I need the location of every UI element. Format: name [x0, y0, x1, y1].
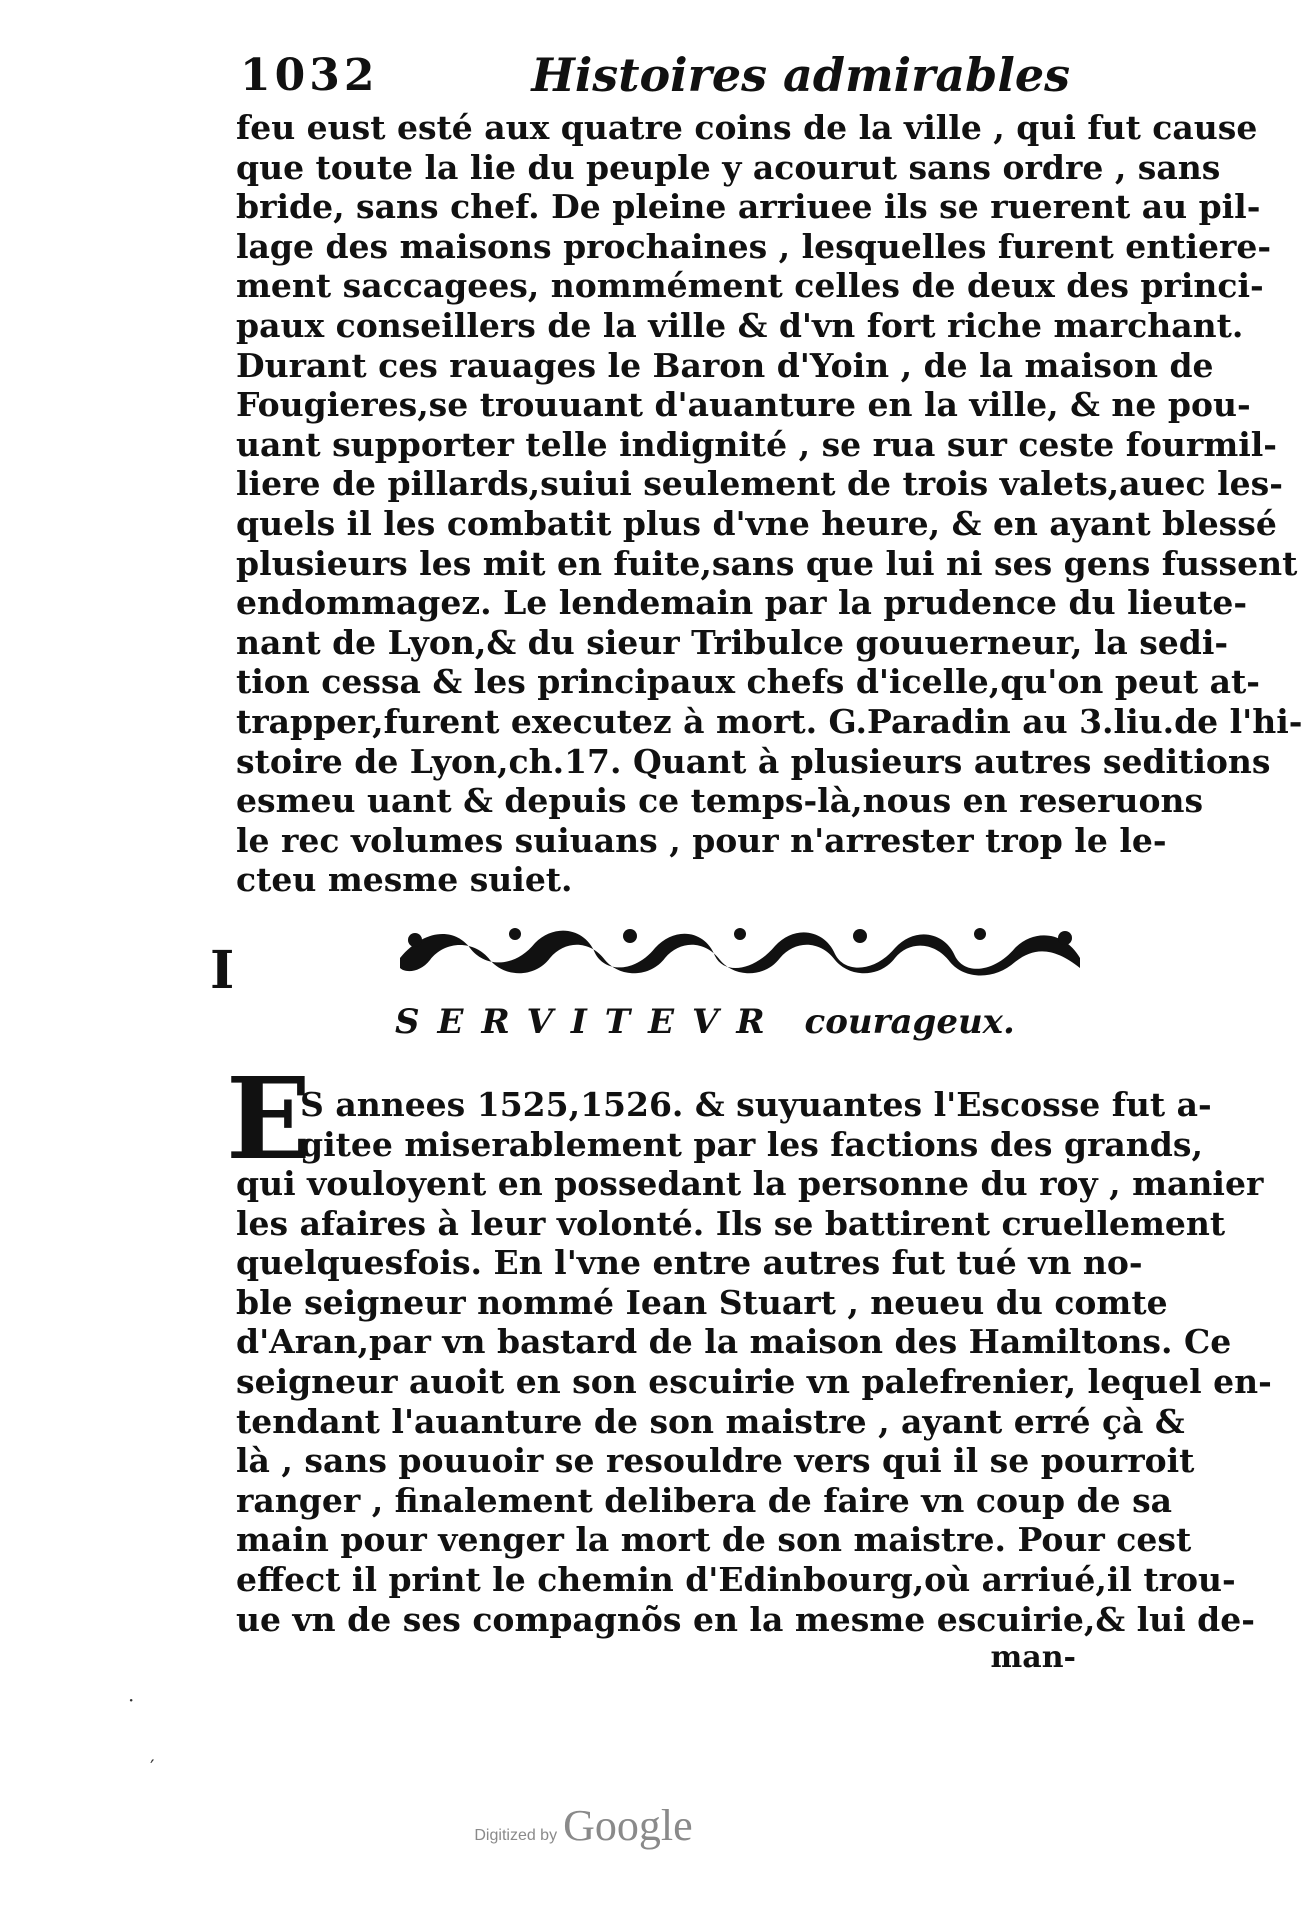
digitized-by-text: Digitized by	[474, 1827, 558, 1844]
text-line: effect il print le chemin d'Edinbourg,où arriué,il trou-	[236, 1559, 1236, 1599]
drop-cap: E	[226, 1054, 312, 1185]
text-line: S annees 1525,1526. & suyuantes l'Escosse fut a-	[300, 1085, 1212, 1124]
text-line: là , sans pouuoir se resouldre vers qui il se pourroit	[236, 1441, 1195, 1481]
text-line: esmeu uant & depuis ce temps-là,nous en reseruons	[236, 781, 1204, 821]
stray-ink-mark: ·	[128, 1688, 135, 1712]
text-line: qui vouloyent en possedant la personne du roy , manier	[236, 1164, 1264, 1203]
text-line: ue vn de ses compagnõs en la mesme escuirie,& lui de-	[236, 1599, 1255, 1639]
text-line: Fougieres,se trouuant d'auanture en la ville, & ne pou-	[236, 385, 1251, 425]
text-line: Durant ces rauages le Baron d'Yoin , de la maison de	[236, 345, 1214, 385]
text-line: ble seigneur nommé Iean Stuart , neueu du comte	[236, 1282, 1168, 1322]
text-line: stoire de Lyon,ch.17. Quant à plusieurs autres seditions	[236, 741, 1271, 781]
page-header	[240, 42, 1070, 112]
text-line: cteu mesme suiet.	[236, 860, 573, 900]
google-wordmark: Google	[563, 1801, 693, 1850]
paragraph-continued	[236, 108, 1303, 900]
text-line: seigneur auoit en son escuirie vn palefrenier, lequel en-	[236, 1361, 1272, 1401]
text-line: le rec volumes suiuans , pour n'arrester trop le le-	[236, 820, 1167, 860]
text-line: endommagez. Le lendemain par la prudence du lieute-	[236, 583, 1248, 623]
text-line: trapper,furent executez à mort. G.Paradin au 3.liu.de l'hi-	[236, 701, 1303, 741]
text-line: liere de pillards,suiui seulement de trois valets,auec les-	[236, 464, 1283, 504]
text-line: feu eust esté aux quatre coins de la ville , qui fut cause	[236, 108, 1258, 147]
digitization-footer	[0, 1800, 1167, 1851]
paragraph-opening-lines	[300, 1085, 1212, 1164]
text-line: paux conseillers de la ville & d'vn fort riche marchant.	[236, 305, 1244, 345]
text-line: ranger , finalement delibera de faire vn coup de sa	[236, 1480, 1173, 1520]
marginal-mark: I	[210, 940, 235, 1001]
section-heading-word: courageux.	[804, 1002, 1015, 1042]
paragraph-body	[236, 1164, 1272, 1639]
text-line: ment saccagees, nommément celles de deux des princi-	[236, 266, 1264, 306]
text-line: tion cessa & les principaux chefs d'icelle,qu'on peut at-	[236, 662, 1260, 702]
page-number: 1032	[240, 50, 379, 101]
text-line: d'Aran,par vn bastard de la maison des Hamiltons. Ce	[236, 1322, 1232, 1362]
text-line: main pour venger la mort de son maistre. Pour cest	[236, 1520, 1192, 1560]
text-line: nant de Lyon,& du sieur Tribulce gouuerneur, la sedi-	[236, 622, 1229, 662]
text-line: les afaires à leur volonté. Ils se battirent cruellement	[236, 1203, 1226, 1243]
text-line: bride, sans chef. De pleine arriuee ils se ruerent au pil-	[236, 187, 1261, 227]
text-line: plusieurs les mit en fuite,sans que lui ni ses gens fussent	[236, 543, 1298, 583]
text-line: uant supporter telle indignité , se rua sur ceste fourmil-	[236, 424, 1277, 464]
catchword: man-	[990, 1640, 1076, 1675]
text-line: quels il les combatit plus d'vne heure, & en ayant blessé	[236, 503, 1277, 543]
section-heading	[395, 1002, 1015, 1042]
text-line: quelquesfois. En l'vne entre autres fut tué vn no-	[236, 1243, 1143, 1283]
section-heading-caps: SERVITEVR	[395, 1002, 783, 1042]
text-line: tendant l'auanture de son maistre , ayant erré çà &	[236, 1401, 1185, 1441]
text-line: que toute la lie du peuple y acourut sans ordre , sans	[236, 147, 1221, 187]
text-line: lage des maisons prochaines , lesquelles furent entiere-	[236, 226, 1272, 266]
woodcut-headpiece-ornament	[395, 918, 1085, 980]
stray-ink-mark: ′	[150, 1755, 155, 1779]
text-line: gitee miserablement par les factions des grands,	[300, 1124, 1203, 1164]
running-title: Histoires admirables	[531, 48, 1070, 102]
